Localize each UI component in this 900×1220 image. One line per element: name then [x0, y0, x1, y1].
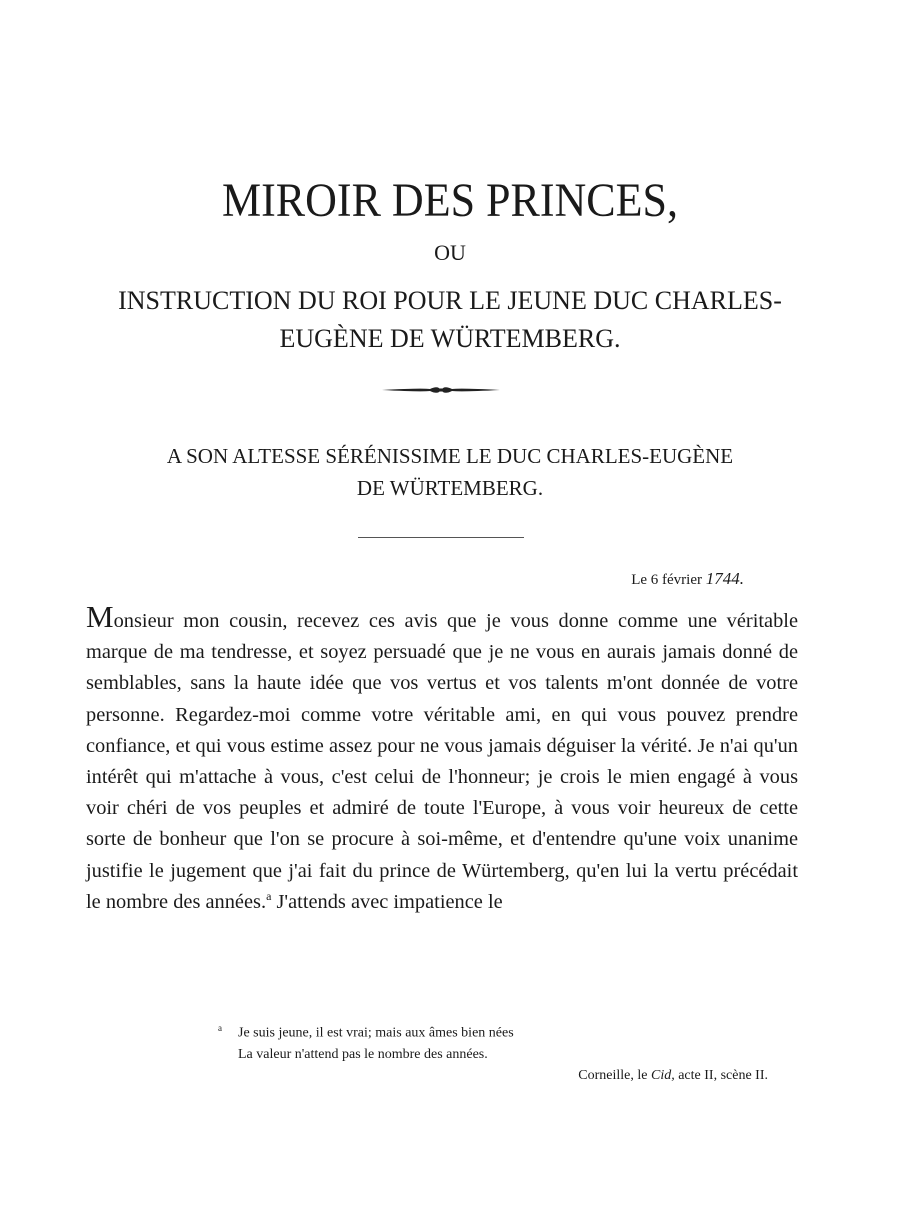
page-title: MIROIR DES PRINCES, — [222, 174, 678, 227]
ornament-divider-icon — [380, 383, 502, 397]
footnote-marker: a — [218, 1023, 222, 1033]
drop-cap: M — [86, 599, 114, 634]
letter-body — [86, 599, 798, 918]
citation-location: acte II, scène II. — [678, 1067, 768, 1083]
date-year: 1744. — [705, 569, 744, 588]
section-rule — [358, 537, 524, 538]
page-subtitle — [60, 282, 840, 358]
dedication-heading — [90, 440, 810, 504]
date-prefix: Le 6 février — [631, 572, 702, 588]
citation-work: Cid, — [650, 1067, 675, 1083]
letter-text-continued: J'attends avec impatience le — [271, 890, 503, 913]
dedication-line-1: A SON ALTESSE SÉRÉNISSIME LE DUC CHARLES-EUGÈNE — [166, 444, 734, 468]
subtitle-line-1: INSTRUCTION DU ROI POUR LE JEUNE DUC CHARLES- — [118, 286, 782, 315]
footnote-line-1: Je suis jeune, il est vrai; mais aux âmes bien nées — [238, 1025, 514, 1041]
dedication-line-2: DE WÜRTEMBERG. — [356, 476, 544, 500]
footnote — [218, 1018, 778, 1086]
footnote-line-2: La valeur n'attend pas le nombre des années. — [238, 1046, 488, 1062]
letter-date — [631, 568, 744, 591]
letter-text: onsieur mon cousin, recevez ces avis que je vous donne comme une véritable marque de ma tendresse, et soyez persuadé que je ne vous en aurais jamais donné de semblables, sans la haute idée que vos vertus et vos talents m'ont donnée de votre personne. Regardez-moi comme votre véritable ami, en qui vous pouvez prendre confiance, et qui vous estime assez pour ne vous jamais déguiser la vérité. Je n'ai qu'un intérêt qui m'attache à vous, c'est celui de l'honneur; je crois le mien engagé à vous voir chéri de vos peuples et admiré de toute l'Europe, à vous voir heureux de cette sorte de bonheur que l'on se procure à soi-même, et d'entendre qu'une voix unanime justifie le jugement que j'ai fait du prince de Würtemberg, qu'en lui la vertu précédait le nombre des années. — [86, 610, 798, 913]
subtitle-line-2: EUGÈNE DE WÜRTEMBERG. — [279, 324, 621, 353]
footnote-citation — [218, 1065, 778, 1086]
citation-author: Corneille, le — [578, 1067, 648, 1083]
footnote-reference: a — [266, 889, 272, 904]
title-conjunction: OU — [434, 240, 466, 265]
